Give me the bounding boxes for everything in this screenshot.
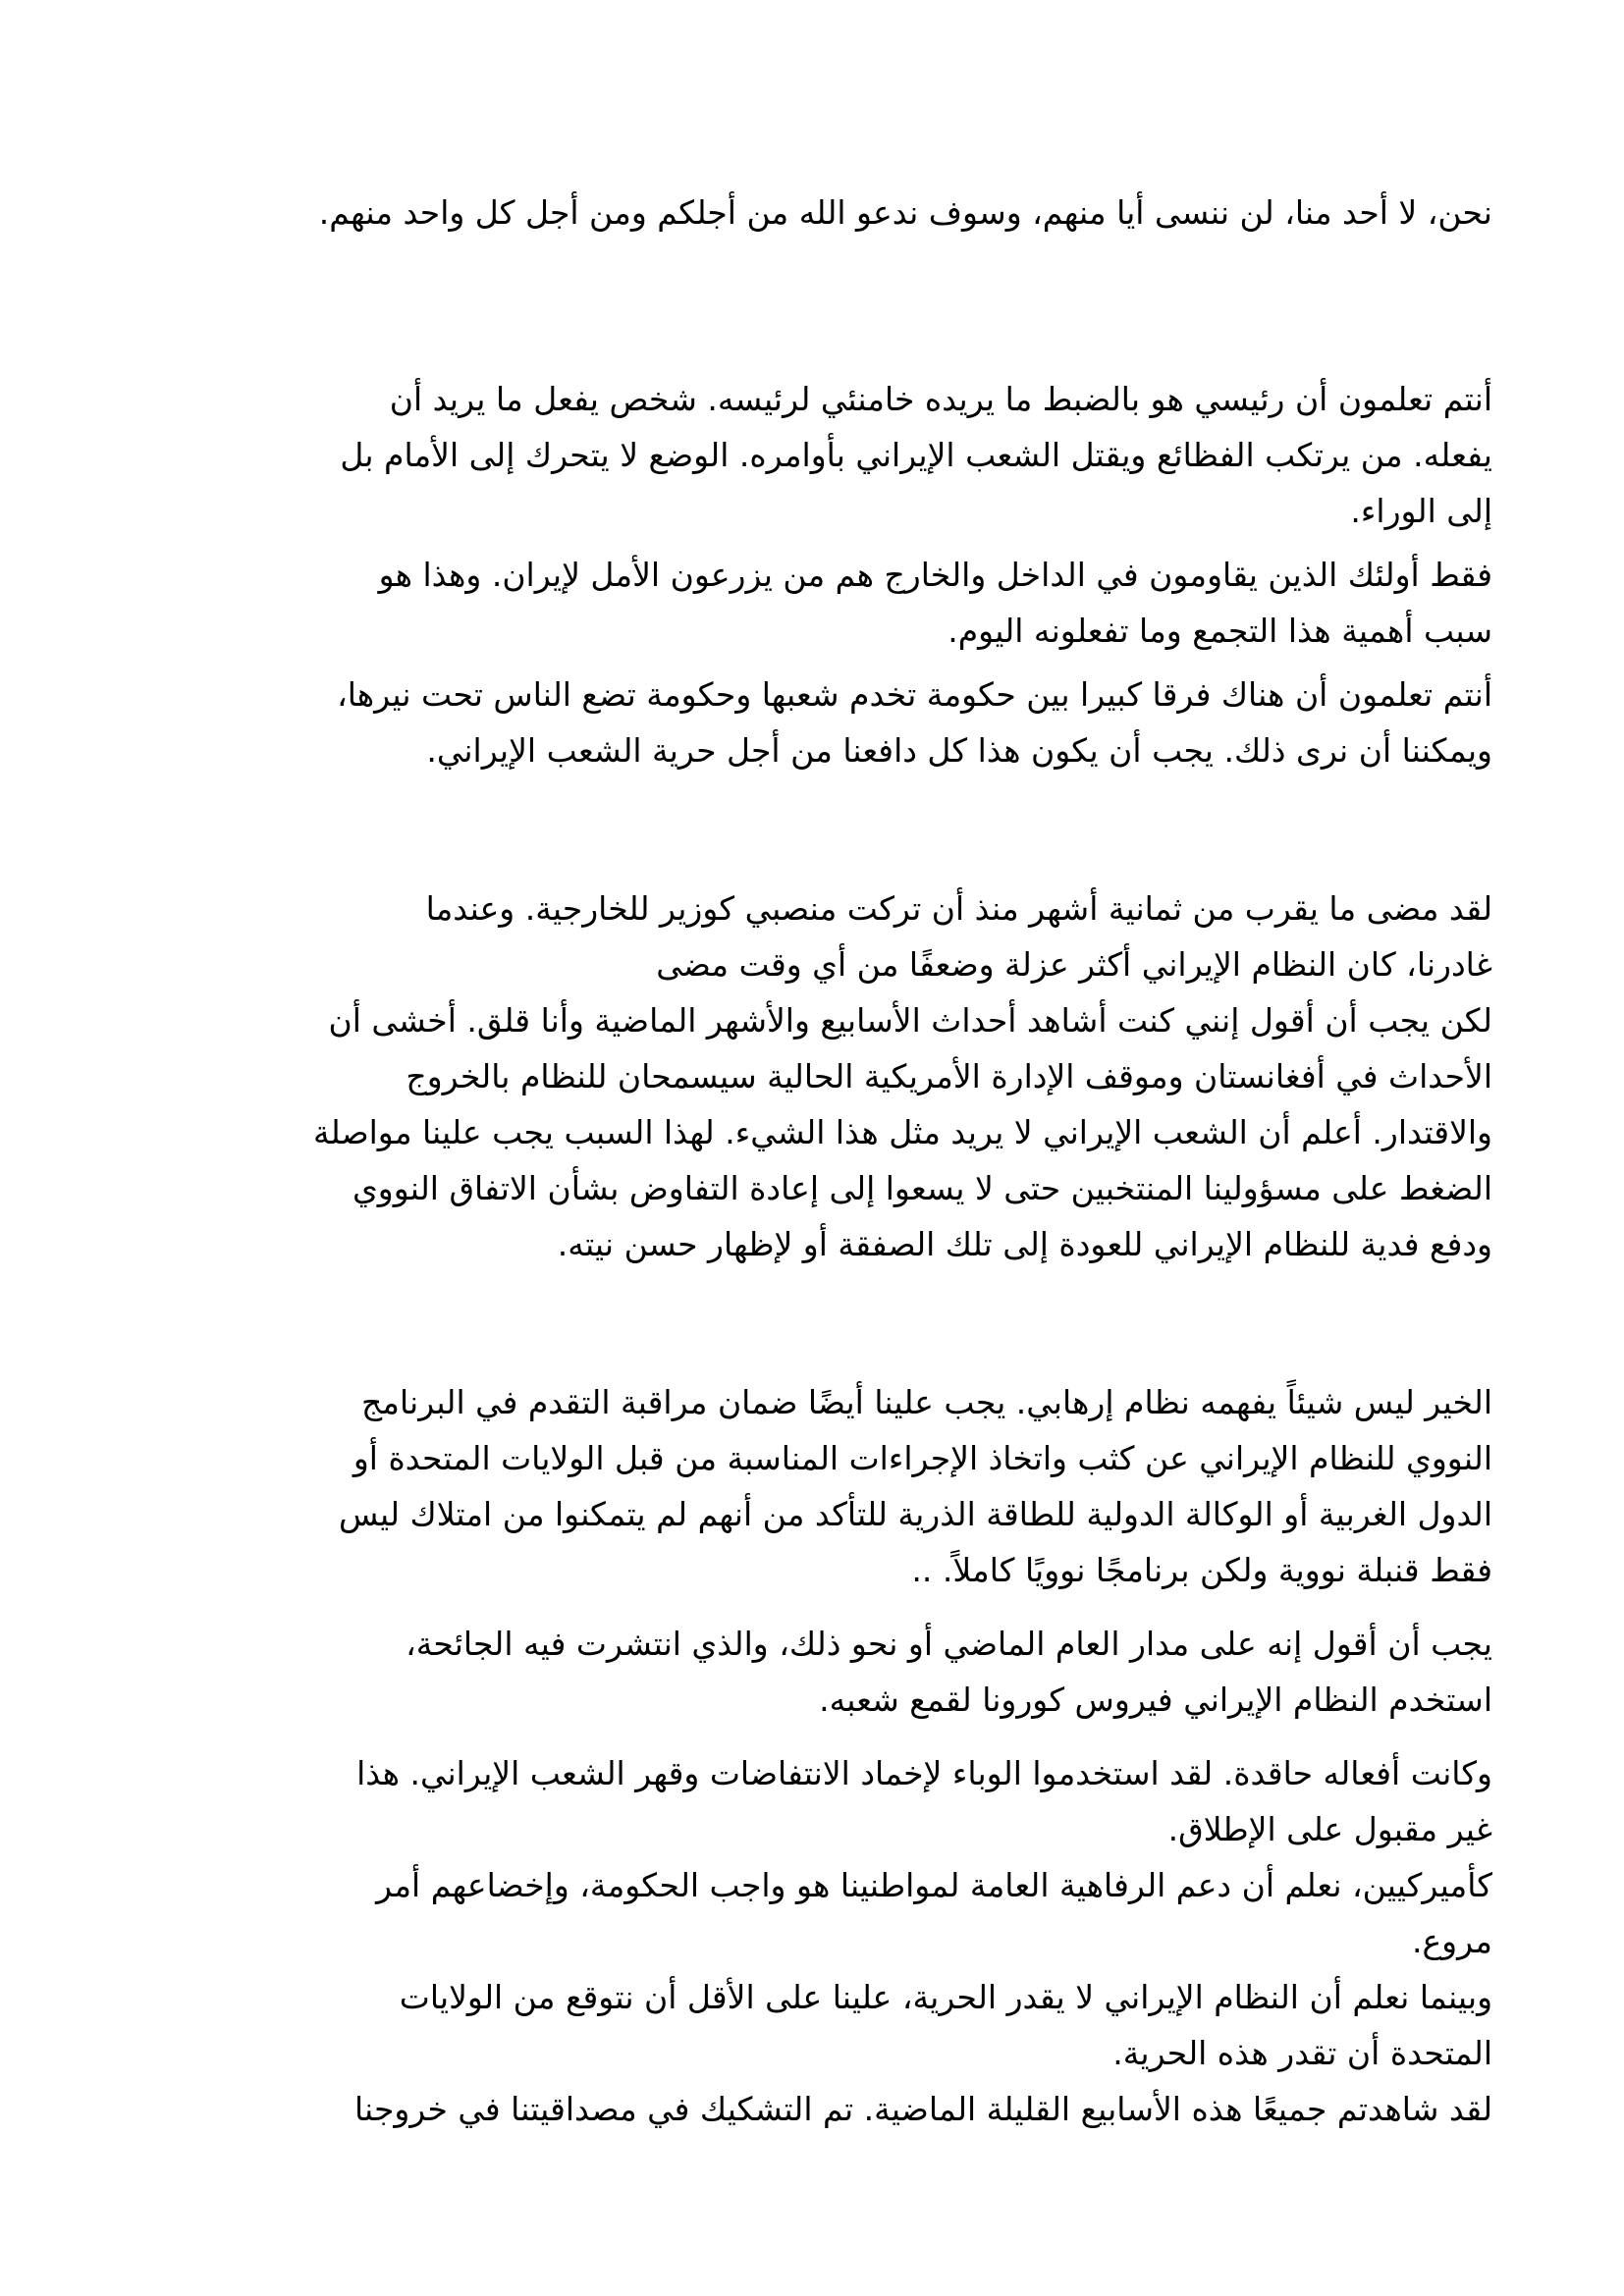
text-line: سبب أهمية هذا التجمع وما تفعلونه اليوم. xyxy=(947,612,1492,650)
paragraph-4 xyxy=(132,667,1492,778)
text-line: أنتم تعلمون أن رئيسي هو بالضبط ما يريده خامنئي لرئيسه. شخص يفعل ما يريد أن xyxy=(389,380,1492,418)
text-line: وبينما نعلم أن النظام الإيراني لا يقدر الحرية، علينا على الأقل أن نتوقع من الولايات xyxy=(399,1978,1492,2016)
text-line: أنتم تعلمون أن هناك فرقا كبيرا بين حكومة تخدم شعبها وحكومة تضع الناس تحت نيرها، xyxy=(337,675,1492,714)
text-line: مروع. xyxy=(1411,1922,1492,1960)
text-line: فقط أولئك الذين يقاومون في الداخل والخارج هم من يزرعون الأمل لإيران. وهذا هو xyxy=(378,556,1492,594)
text-line: غادرنا، كان النظام الإيراني أكثر عزلة وضعفًا من أي وقت مضى xyxy=(656,945,1492,984)
paragraph-1 xyxy=(132,185,1492,240)
paragraph-7 xyxy=(132,1616,1492,1728)
text-line: الأحداث في أفغانستان وموقف الإدارة الأمريكية الحالية سيسمحان للنظام بالخروج xyxy=(406,1057,1492,1095)
text-line: يفعله. من يرتكب الفظائع ويقتل الشعب الإيراني بأوامره. الوضع لا يتحرك إلى الأمام بل xyxy=(340,436,1492,474)
paragraph-3 xyxy=(132,547,1492,659)
paragraph-5 xyxy=(132,881,1492,1272)
paragraph-9 xyxy=(132,1857,1492,1969)
text-line: ويمكننا أن نرى ذلك. يجب أن يكون هذا كل دافعنا من أجل حرية الشعب الإيراني. xyxy=(426,731,1492,770)
text-line: كأميركيين، نعلم أن دعم الرفاهية العامة لمواطنينا هو واجب الحكومة، وإخضاعهم أمر xyxy=(376,1866,1492,1904)
text-line: الدول الغربية أو الوكالة الدولية للطاقة الذرية للتأكد من أنهم لم يتمكنوا من امتلاك ليس xyxy=(338,1495,1492,1533)
text-line: وكانت أفعاله حاقدة. لقد استخدموا الوباء لإخماد الانتفاضات وقهر الشعب الإيراني. هذا xyxy=(356,1754,1492,1792)
text-line: الضغط على مسؤولينا المنتخبين حتى لا يسعوا إلى إعادة التفاوض بشأن الاتفاق النووي xyxy=(352,1169,1492,1207)
text-line: الخير ليس شيئاً يفهمه نظام إرهابي. يجب علينا أيضًا ضمان مراقبة التقدم في البرنامج xyxy=(361,1383,1492,1421)
text-line: المتحدة أن تقدر هذه الحرية. xyxy=(1112,2034,1492,2072)
text-line: النووي للنظام الإيراني عن كثب واتخاذ الإجراءات المناسبة من قبل الولايات المتحدة أو xyxy=(352,1439,1492,1477)
text-line: غير مقبول على الإطلاق. xyxy=(1167,1810,1492,1848)
paragraph-6 xyxy=(132,1374,1492,1598)
text-line: نحن، لا أحد منا، لن ننسى أيا منهم، وسوف ندعو الله من أجلكم ومن أجل كل واحد منهم. xyxy=(318,193,1492,232)
text-line: فقط قنبلة نووية ولكن برنامجًا نوويًا كاملاً. .. xyxy=(911,1551,1492,1589)
text-line: والاقتدار. أعلم أن الشعب الإيراني لا يريد مثل هذا الشيء. لهذا السبب يجب علينا مواصلة xyxy=(312,1113,1492,1151)
text-line: ودفع فدية للنظام الإيراني للعودة إلى تلك الصفقة أو لإظهار حسن نيته. xyxy=(557,1225,1492,1263)
text-line: إلى الوراء. xyxy=(1350,492,1492,530)
paragraph-11 xyxy=(132,2081,1492,2137)
text-line: لقد مضى ما يقرب من ثمانية أشهر منذ أن تركت منصبي كوزير للخارجية. وعندما xyxy=(425,889,1492,928)
paragraph-8 xyxy=(132,1745,1492,1857)
text-line: لقد شاهدتم جميعًا هذه الأسابيع القليلة الماضية. تم التشكيك في مصداقيتنا في خروجنا xyxy=(353,2090,1492,2128)
text-line: يجب أن أقول إنه على مدار العام الماضي أو نحو ذلك، والذي انتشرت فيه الجائحة، xyxy=(406,1625,1492,1663)
text-line: استخدم النظام الإيراني فيروس كورونا لقمع شعبه. xyxy=(819,1681,1492,1719)
paragraph-2 xyxy=(132,371,1492,539)
text-line: لكن يجب أن أقول إنني كنت أشاهد أحداث الأسابيع والأشهر الماضية وأنا قلق. أخشى أن xyxy=(328,1001,1492,1040)
paragraph-10 xyxy=(132,1969,1492,2081)
